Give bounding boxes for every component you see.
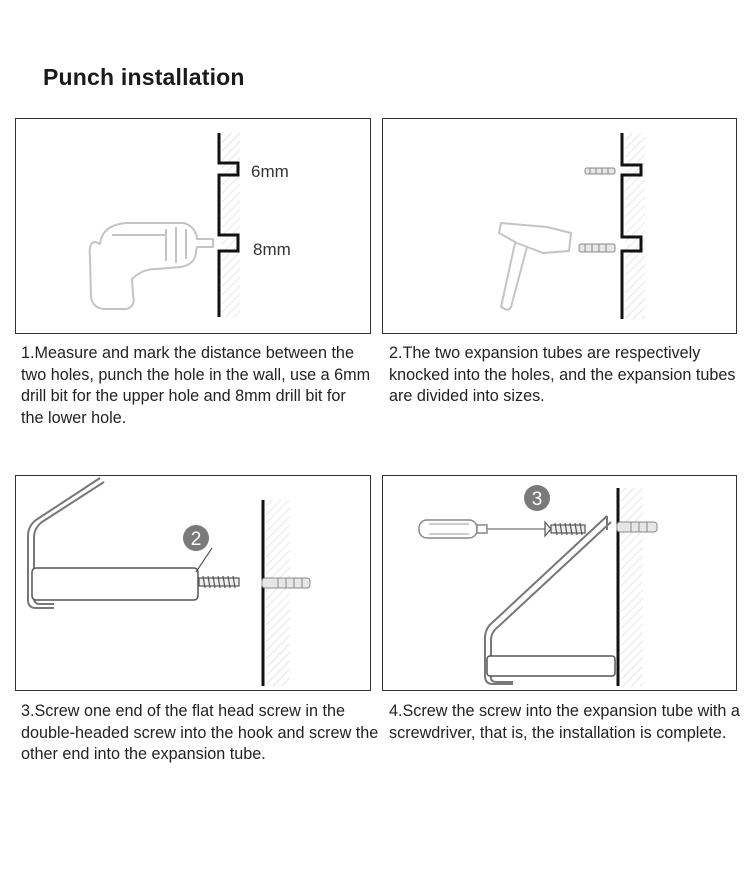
- step-2-caption: 2.The two expansion tubes are respectively knocked into the holes, and the expansion tubes are divided into sizes.: [389, 344, 736, 405]
- lower-hole-label: 8mm: [253, 240, 291, 259]
- hammer-icon: [499, 223, 571, 310]
- wall-section: [263, 500, 290, 686]
- double-headed-screw-icon: [196, 548, 239, 588]
- drill-icon: [90, 223, 213, 309]
- hook-rack-icon: [28, 478, 198, 608]
- step-3-illustration: [15, 475, 371, 691]
- upper-hole-label: 6mm: [251, 162, 289, 181]
- wall-section: [622, 133, 645, 319]
- wall-section: [618, 488, 643, 686]
- step-badge-number: 2: [190, 529, 202, 550]
- step-1-illustration: [15, 118, 371, 334]
- page-title: Punch installation: [43, 64, 245, 90]
- step-2-illustration: [382, 118, 737, 334]
- expansion-tube-small-icon: [585, 168, 615, 174]
- step-3-caption: 3.Screw one end of the flat head screw in the double-headed screw into the hook and screw the other end into the expansion tube.: [21, 702, 379, 763]
- step-4-illustration: [382, 475, 737, 691]
- expansion-tube-large-icon: [579, 244, 615, 252]
- step-1-caption: 1.Measure and mark the distance between the two holes, punch the hole in the wall, use a 6mm drill bit for the upper hole and 8mm drill bit for the lower hole.: [21, 344, 371, 427]
- wall-section: [219, 133, 240, 317]
- screwdriver-icon: [419, 520, 545, 538]
- hook-rack-icon: [485, 516, 615, 684]
- expansion-tube-icon: [262, 578, 310, 588]
- step-badge-number: 3: [531, 489, 543, 510]
- expansion-tube-icon: [617, 522, 657, 532]
- step-4-caption: 4.Screw the screw into the expansion tube with a screwdriver, that is, the installation is complete.: [389, 702, 740, 742]
- screw-icon: [545, 522, 585, 536]
